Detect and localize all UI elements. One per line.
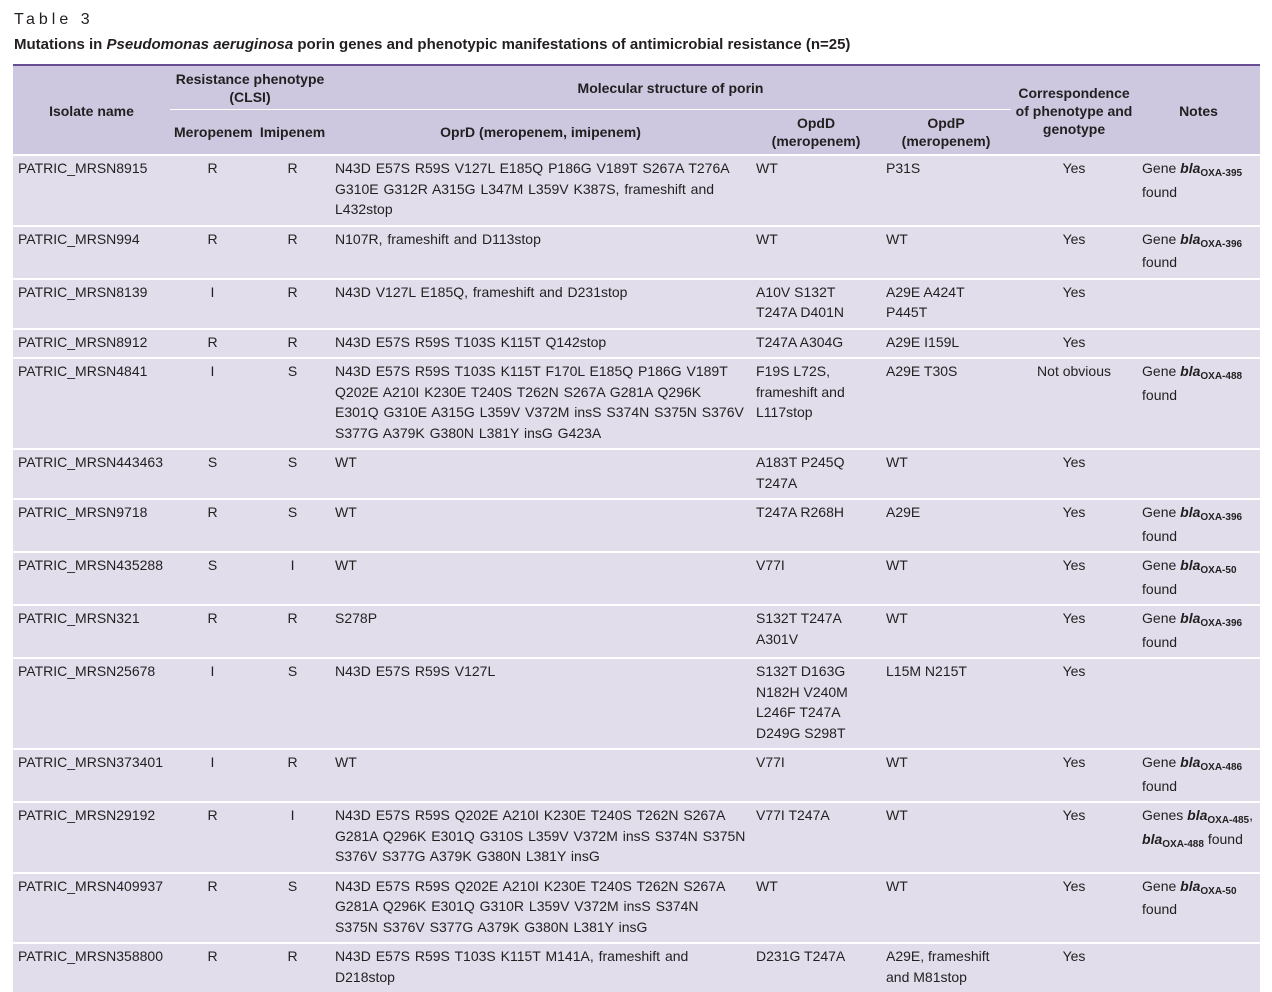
table-row — [13, 943, 1260, 992]
note-gene: bla — [1180, 504, 1201, 520]
note-gene-2-subscript: OXA-488 — [1162, 838, 1204, 850]
note-suffix: found — [1142, 901, 1178, 917]
cell-opdd: T247A R268H — [751, 499, 881, 552]
cell-meropenem: I — [170, 658, 255, 749]
cell-notes — [1137, 658, 1260, 749]
cell-opdp: A29E I159L — [881, 329, 1011, 359]
cell-notes — [1137, 873, 1260, 944]
cell-opdd: A183T P245Q T247A — [751, 449, 881, 499]
cell-isolate: PATRIC_MRSN358800 — [13, 943, 170, 992]
table-row — [13, 358, 1260, 449]
cell-imipenem: R — [255, 226, 330, 279]
cell-oprd: N43D E57S R59S T103S K115T M141A, frameshift and D218stop — [330, 943, 751, 992]
cell-opdp: WT — [881, 873, 1011, 944]
cell-correspondence: Not obvious — [1011, 358, 1137, 449]
cell-imipenem: I — [255, 802, 330, 873]
header-opdd: OpdD (meropenem) — [751, 110, 881, 156]
cell-imipenem: I — [255, 552, 330, 605]
cell-notes — [1137, 226, 1260, 279]
cell-correspondence: Yes — [1011, 802, 1137, 873]
cell-opdp: P31S — [881, 155, 1011, 226]
cell-meropenem: R — [170, 802, 255, 873]
note-suffix: found — [1142, 777, 1178, 794]
cell-imipenem: R — [255, 605, 330, 658]
cell-oprd: WT — [330, 449, 751, 499]
cell-opdp: WT — [881, 605, 1011, 658]
cell-opdd: V77I — [751, 749, 881, 802]
cell-oprd: N43D V127L E185Q, frameshift and D231stop — [330, 279, 751, 329]
cell-oprd: WT — [330, 499, 751, 552]
note-gene: bla — [1187, 807, 1208, 823]
cell-oprd: N43D E57S R59S V127L — [330, 658, 751, 749]
cell-notes — [1137, 749, 1260, 802]
cell-meropenem: R — [170, 226, 255, 279]
cell-isolate: PATRIC_MRSN9718 — [13, 499, 170, 552]
note-suffix: found — [1142, 254, 1178, 270]
note-suffix-2: found — [1203, 830, 1243, 847]
table-title — [14, 36, 850, 53]
note-prefix: Gene — [1142, 610, 1181, 626]
cell-oprd: N43D E57S R59S T103S K115T F170L E185Q P186G V189T Q202E A210I K230E T240S T262N S267A G281A Q296K E301Q G310E A315G L359V V372M insS S374N S375N S376V S377G A379K G380N L381Y insG G423A — [330, 358, 751, 449]
cell-opdp: WT — [881, 226, 1011, 279]
note-prefix: Gene — [1142, 754, 1181, 770]
note-gene: bla — [1180, 230, 1201, 247]
cell-opdd: WT — [751, 226, 881, 279]
cell-correspondence: Yes — [1011, 155, 1137, 226]
note-gene-subscript: OXA-396 — [1200, 238, 1243, 250]
note-prefix: Gene — [1142, 230, 1181, 247]
cell-oprd: N43D E57S R59S Q202E A210I K230E T240S T262N S267A G281A Q296K E301Q G310R L359V V372M insS S374N S375N S376V S377G A379K G380N L381Y insG — [330, 873, 751, 944]
cell-opdd: F19S L72S, frameshift and L117stop — [751, 358, 881, 449]
cell-meropenem: I — [170, 279, 255, 329]
note-gene-2: bla — [1142, 830, 1163, 847]
cell-notes — [1137, 155, 1260, 226]
note-gene: bla — [1180, 610, 1201, 626]
table-header — [13, 65, 1260, 155]
note-suffix: found — [1142, 633, 1178, 650]
header-isolate: Isolate name — [13, 65, 170, 155]
note-gene: bla — [1180, 160, 1201, 176]
cell-oprd: N107R, frameshift and D113stop — [330, 226, 751, 279]
cell-correspondence: Yes — [1011, 658, 1137, 749]
note-gene-subscript: OXA-50 — [1200, 885, 1237, 897]
cell-correspondence: Yes — [1011, 226, 1137, 279]
cell-correspondence: Yes — [1011, 943, 1137, 992]
note-gene-subscript: OXA-395 — [1200, 168, 1243, 179]
cell-isolate: PATRIC_MRSN4841 — [13, 358, 170, 449]
cell-isolate: PATRIC_MRSN435288 — [13, 552, 170, 605]
note-prefix: Gene — [1142, 557, 1181, 573]
note-prefix: Gene — [1142, 160, 1181, 176]
header-meropenem: Meropenem — [170, 110, 255, 156]
cell-correspondence: Yes — [1011, 552, 1137, 605]
cell-correspondence: Yes — [1011, 329, 1137, 359]
table-row — [13, 329, 1260, 359]
cell-opdp: WT — [881, 802, 1011, 873]
cell-opdp: WT — [881, 552, 1011, 605]
cell-opdp: A29E, frameshift and M81stop — [881, 943, 1011, 992]
cell-imipenem: R — [255, 279, 330, 329]
table-row — [13, 449, 1260, 499]
header-oprd: OprD (meropenem, imipenem) — [330, 110, 751, 156]
cell-notes — [1137, 802, 1260, 873]
cell-opdd: T247A A304G — [751, 329, 881, 359]
cell-isolate: PATRIC_MRSN409937 — [13, 873, 170, 944]
cell-isolate: PATRIC_MRSN994 — [13, 226, 170, 279]
header-imipenem: Imipenem — [255, 110, 330, 156]
note-suffix: , — [1249, 807, 1253, 823]
cell-isolate: PATRIC_MRSN373401 — [13, 749, 170, 802]
cell-correspondence: Yes — [1011, 499, 1137, 552]
table-row — [13, 279, 1260, 329]
cell-imipenem: S — [255, 499, 330, 552]
table-row — [13, 552, 1260, 605]
cell-opdd: S132T D163G N182H V240M L246F T247A D249G S298T — [751, 658, 881, 749]
note-gene: bla — [1180, 557, 1201, 573]
cell-isolate: PATRIC_MRSN8915 — [13, 155, 170, 226]
title-post: porin genes and phenotypic manifestations of antimicrobial resistance (n=25) — [293, 36, 851, 53]
cell-notes — [1137, 279, 1260, 329]
cell-opdp: A29E A424T P445T — [881, 279, 1011, 329]
cell-isolate: PATRIC_MRSN25678 — [13, 658, 170, 749]
cell-oprd: WT — [330, 749, 751, 802]
cell-opdd: D231G T247A — [751, 943, 881, 992]
cell-meropenem: R — [170, 155, 255, 226]
cell-imipenem: S — [255, 873, 330, 944]
cell-meropenem: I — [170, 358, 255, 449]
cell-notes — [1137, 552, 1260, 605]
table-row — [13, 499, 1260, 552]
table-row — [13, 749, 1260, 802]
cell-opdd: V77I T247A — [751, 802, 881, 873]
cell-imipenem: R — [255, 943, 330, 992]
cell-meropenem: R — [170, 605, 255, 658]
header-notes: Notes — [1137, 65, 1260, 155]
note-suffix: found — [1142, 386, 1178, 403]
cell-isolate: PATRIC_MRSN8139 — [13, 279, 170, 329]
cell-isolate: PATRIC_MRSN8912 — [13, 329, 170, 359]
cell-opdd: V77I — [751, 552, 881, 605]
title-pre: Mutations in — [14, 36, 107, 53]
cell-meropenem: S — [170, 449, 255, 499]
table-row — [13, 658, 1260, 749]
note-gene-subscript: OXA-485 — [1207, 815, 1250, 826]
note-gene-subscript: OXA-396 — [1200, 618, 1243, 629]
table-row — [13, 226, 1260, 279]
cell-imipenem: S — [255, 658, 330, 749]
cell-opdd: WT — [751, 873, 881, 944]
title-species: Pseudomonas aeruginosa — [106, 36, 294, 53]
cell-oprd: N43D E57S R59S T103S K115T Q142stop — [330, 329, 751, 359]
header-correspondence: Correspondence of phenotype and genotype — [1011, 65, 1137, 155]
cell-oprd: N43D E57S R59S V127L E185Q P186G V189T S267A T276A G310E G312R A315G L347M L359V K387S, frameshift and L432stop — [330, 155, 751, 226]
cell-correspondence: Yes — [1011, 873, 1137, 944]
mutations-table — [13, 64, 1260, 992]
cell-imipenem: S — [255, 449, 330, 499]
note-gene: bla — [1180, 754, 1201, 770]
cell-oprd: S278P — [330, 605, 751, 658]
note-prefix: Gene — [1142, 877, 1181, 894]
cell-correspondence: Yes — [1011, 605, 1137, 658]
header-molecular: Molecular structure of porin — [330, 65, 1011, 110]
cell-meropenem: R — [170, 873, 255, 944]
table-row — [13, 802, 1260, 873]
note-gene-subscript: OXA-488 — [1200, 371, 1243, 382]
cell-opdp: A29E — [881, 499, 1011, 552]
note-gene-subscript: OXA-50 — [1200, 565, 1237, 576]
cell-correspondence: Yes — [1011, 449, 1137, 499]
note-prefix: Genes — [1142, 807, 1188, 823]
cell-notes — [1137, 605, 1260, 658]
note-gene: bla — [1180, 877, 1201, 894]
note-suffix: found — [1142, 527, 1178, 544]
cell-notes — [1137, 499, 1260, 552]
cell-opdp: L15M N215T — [881, 658, 1011, 749]
cell-opdd: WT — [751, 155, 881, 226]
cell-correspondence: Yes — [1011, 279, 1137, 329]
cell-imipenem: R — [255, 749, 330, 802]
table-label: Table 3 — [14, 11, 94, 28]
cell-notes — [1137, 943, 1260, 992]
cell-meropenem: R — [170, 499, 255, 552]
note-prefix: Gene — [1142, 504, 1181, 520]
table-row — [13, 873, 1260, 944]
cell-correspondence: Yes — [1011, 749, 1137, 802]
note-gene: bla — [1180, 363, 1201, 379]
cell-oprd: N43D E57S R59S Q202E A210I K230E T240S T262N S267A G281A Q296K E301Q G310S L359V V372M insS S374N S375N S376V S377G A379K G380N L381Y insG — [330, 802, 751, 873]
cell-notes — [1137, 358, 1260, 449]
cell-meropenem: R — [170, 943, 255, 992]
cell-imipenem: R — [255, 155, 330, 226]
table-row — [13, 605, 1260, 658]
header-resistance: Resistance phenotype (CLSI) — [170, 65, 330, 110]
cell-oprd: WT — [330, 552, 751, 605]
cell-imipenem: R — [255, 329, 330, 359]
table-row — [13, 155, 1260, 226]
cell-opdp: A29E T30S — [881, 358, 1011, 449]
cell-isolate: PATRIC_MRSN321 — [13, 605, 170, 658]
note-prefix: Gene — [1142, 363, 1181, 379]
note-gene-subscript: OXA-486 — [1200, 762, 1243, 773]
cell-opdd: S132T T247A A301V — [751, 605, 881, 658]
cell-meropenem: I — [170, 749, 255, 802]
note-suffix: found — [1142, 580, 1178, 597]
cell-isolate: PATRIC_MRSN443463 — [13, 449, 170, 499]
cell-isolate: PATRIC_MRSN29192 — [13, 802, 170, 873]
cell-opdp: WT — [881, 749, 1011, 802]
cell-notes — [1137, 329, 1260, 359]
table-body — [13, 155, 1260, 992]
cell-meropenem: S — [170, 552, 255, 605]
note-suffix: found — [1142, 183, 1178, 200]
header-opdp: OpdP (meropenem) — [881, 110, 1011, 156]
cell-meropenem: R — [170, 329, 255, 359]
cell-opdp: WT — [881, 449, 1011, 499]
cell-opdd: A10V S132T T247A D401N — [751, 279, 881, 329]
cell-notes — [1137, 449, 1260, 499]
note-gene-subscript: OXA-396 — [1200, 512, 1243, 523]
cell-imipenem: S — [255, 358, 330, 449]
